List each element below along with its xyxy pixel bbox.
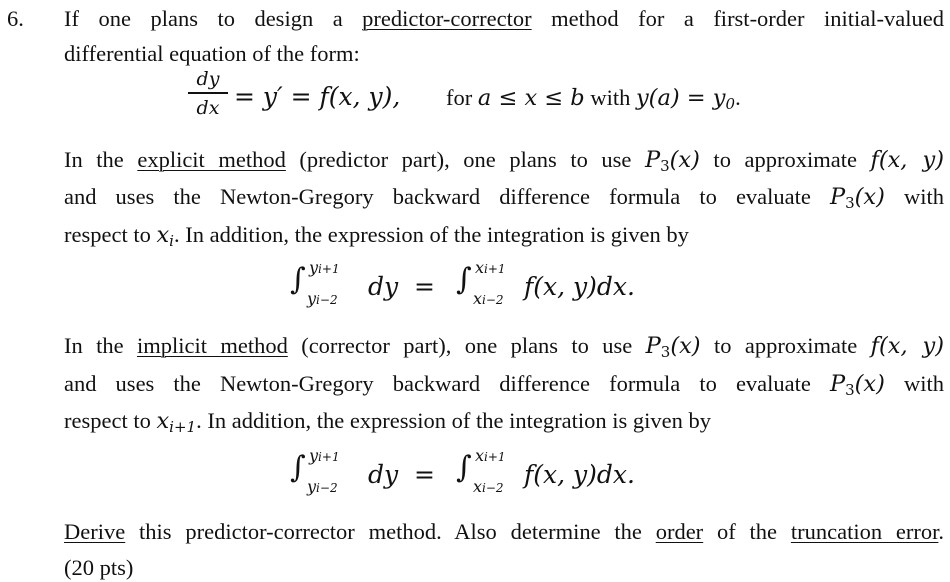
x-lower-limit-2: xi−2 (473, 477, 504, 496)
intro-text-a: If one plans to design a (64, 6, 363, 31)
p3-symbol-3: P (645, 333, 661, 359)
explicit-l2-with: with (884, 184, 944, 209)
derive-link[interactable]: Derive (64, 519, 126, 544)
integrand-2: f(x, y)dx. (524, 460, 635, 489)
cond-range: a ≤ x ≤ b (477, 85, 585, 111)
p3-sub: 3 (660, 157, 670, 175)
cond-init: y(a) = y (635, 85, 726, 111)
integral-sign-x-2: ∫ (456, 450, 472, 485)
p3-symbol-2: P (829, 184, 846, 210)
intro-line-2: differential equation of the form: (64, 41, 360, 66)
implicit-text-b: (corrector part), one plans to use (287, 333, 646, 358)
p3-sub-3: 3 (660, 343, 671, 361)
p3-arg-2: (x) (854, 184, 885, 210)
xi1-sub: i+1 (169, 418, 197, 436)
implicit-line-3 (64, 410, 711, 435)
explicit-l2-text: and uses the Newton-Gregory backward difference formula to evaluate (64, 184, 830, 209)
explicit-l3-text-b: . In addition, the expression of the integration is given by (173, 222, 689, 247)
explicit-method-link[interactable]: explicit method (137, 147, 286, 172)
cond-init-sub: 0 (725, 95, 736, 113)
y-upper-limit: yi+1 (309, 258, 340, 277)
integral-sign-x: ∫ (456, 262, 472, 297)
integral-sign-y-2: ∫ (290, 450, 306, 485)
p3-symbol-4: P (829, 371, 846, 397)
task-text-2: of the (703, 519, 791, 544)
predictor-corrector-link[interactable]: predictor-corrector (362, 6, 532, 31)
cond-with: with (590, 85, 631, 110)
equals-sign-2: = (414, 460, 435, 489)
explicit-text-b: (predictor part), one plans to use (285, 147, 645, 172)
explicit-l3-text-a: respect to (64, 222, 157, 247)
y-upper-limit-2: yi+1 (309, 446, 340, 465)
implicit-line-2 (64, 373, 944, 398)
implicit-l2-text: and uses the Newton-Gregory backward difference formula to evaluate (64, 371, 830, 396)
dy-numerator: dy (196, 68, 220, 90)
x-upper-limit-2: xi+1 (475, 446, 506, 465)
integral-sign-y: ∫ (290, 262, 306, 297)
ode-condition (446, 87, 741, 112)
ode-rhs: = y′ = f(x, y), (234, 82, 401, 111)
dx-denominator: dx (196, 97, 220, 119)
p3-sub-2: 3 (845, 194, 855, 212)
intro-text-b: method for a first-order initial-valued (531, 6, 944, 31)
implicit-text-c: to approximate (700, 333, 871, 358)
explicit-text-c: to approximate (699, 147, 871, 172)
xi-sub: i (169, 232, 174, 250)
fxy-symbol: f(x, y) (870, 147, 945, 173)
xi-symbol: x (156, 222, 170, 248)
task-text-1: this predictor-corrector method. Also determine the (125, 519, 656, 544)
explicit-line-2 (64, 186, 944, 211)
p3-sub-4: 3 (845, 381, 855, 399)
problem-number: 6. (7, 6, 24, 31)
equals-sign: = (414, 272, 435, 301)
implicit-line-1 (64, 335, 944, 360)
cond-for: for (446, 85, 473, 110)
explicit-line-1 (64, 149, 944, 174)
dy-term-2: dy (368, 460, 399, 489)
xi1-symbol: x (156, 408, 170, 434)
fraction-bar (188, 92, 228, 94)
p3-symbol: P (644, 147, 661, 173)
explicit-line-3 (64, 224, 689, 249)
x-lower-limit: xi−2 (473, 289, 504, 308)
implicit-method-link[interactable]: implicit method (136, 333, 288, 358)
explicit-text-a: In the (64, 147, 138, 172)
y-lower-limit-2: yi−2 (307, 477, 338, 496)
task-line (64, 521, 944, 544)
truncation-error-link[interactable]: truncation error (790, 519, 939, 544)
p3-arg-3: (x) (670, 333, 701, 359)
p3-arg: (x) (669, 147, 700, 173)
cond-end: . (735, 85, 741, 110)
x-upper-limit: xi+1 (475, 258, 506, 277)
integrand: f(x, y)dx. (524, 272, 635, 301)
y-lower-limit: yi−2 (307, 289, 338, 308)
intro-line-1 (64, 8, 944, 31)
implicit-l3-text-a: respect to (64, 408, 157, 433)
order-link[interactable]: order (655, 519, 704, 544)
implicit-l3-text-b: . In addition, the expression of the integration is given by (196, 408, 711, 433)
fxy-symbol-2: f(x, y) (870, 333, 944, 359)
points-label: (20 pts) (64, 555, 134, 580)
task-text-3: . (938, 519, 945, 544)
implicit-text-a: In the (64, 333, 137, 358)
p3-arg-4: (x) (854, 371, 885, 397)
dy-term: dy (368, 272, 399, 301)
implicit-l2-with: with (884, 371, 944, 396)
